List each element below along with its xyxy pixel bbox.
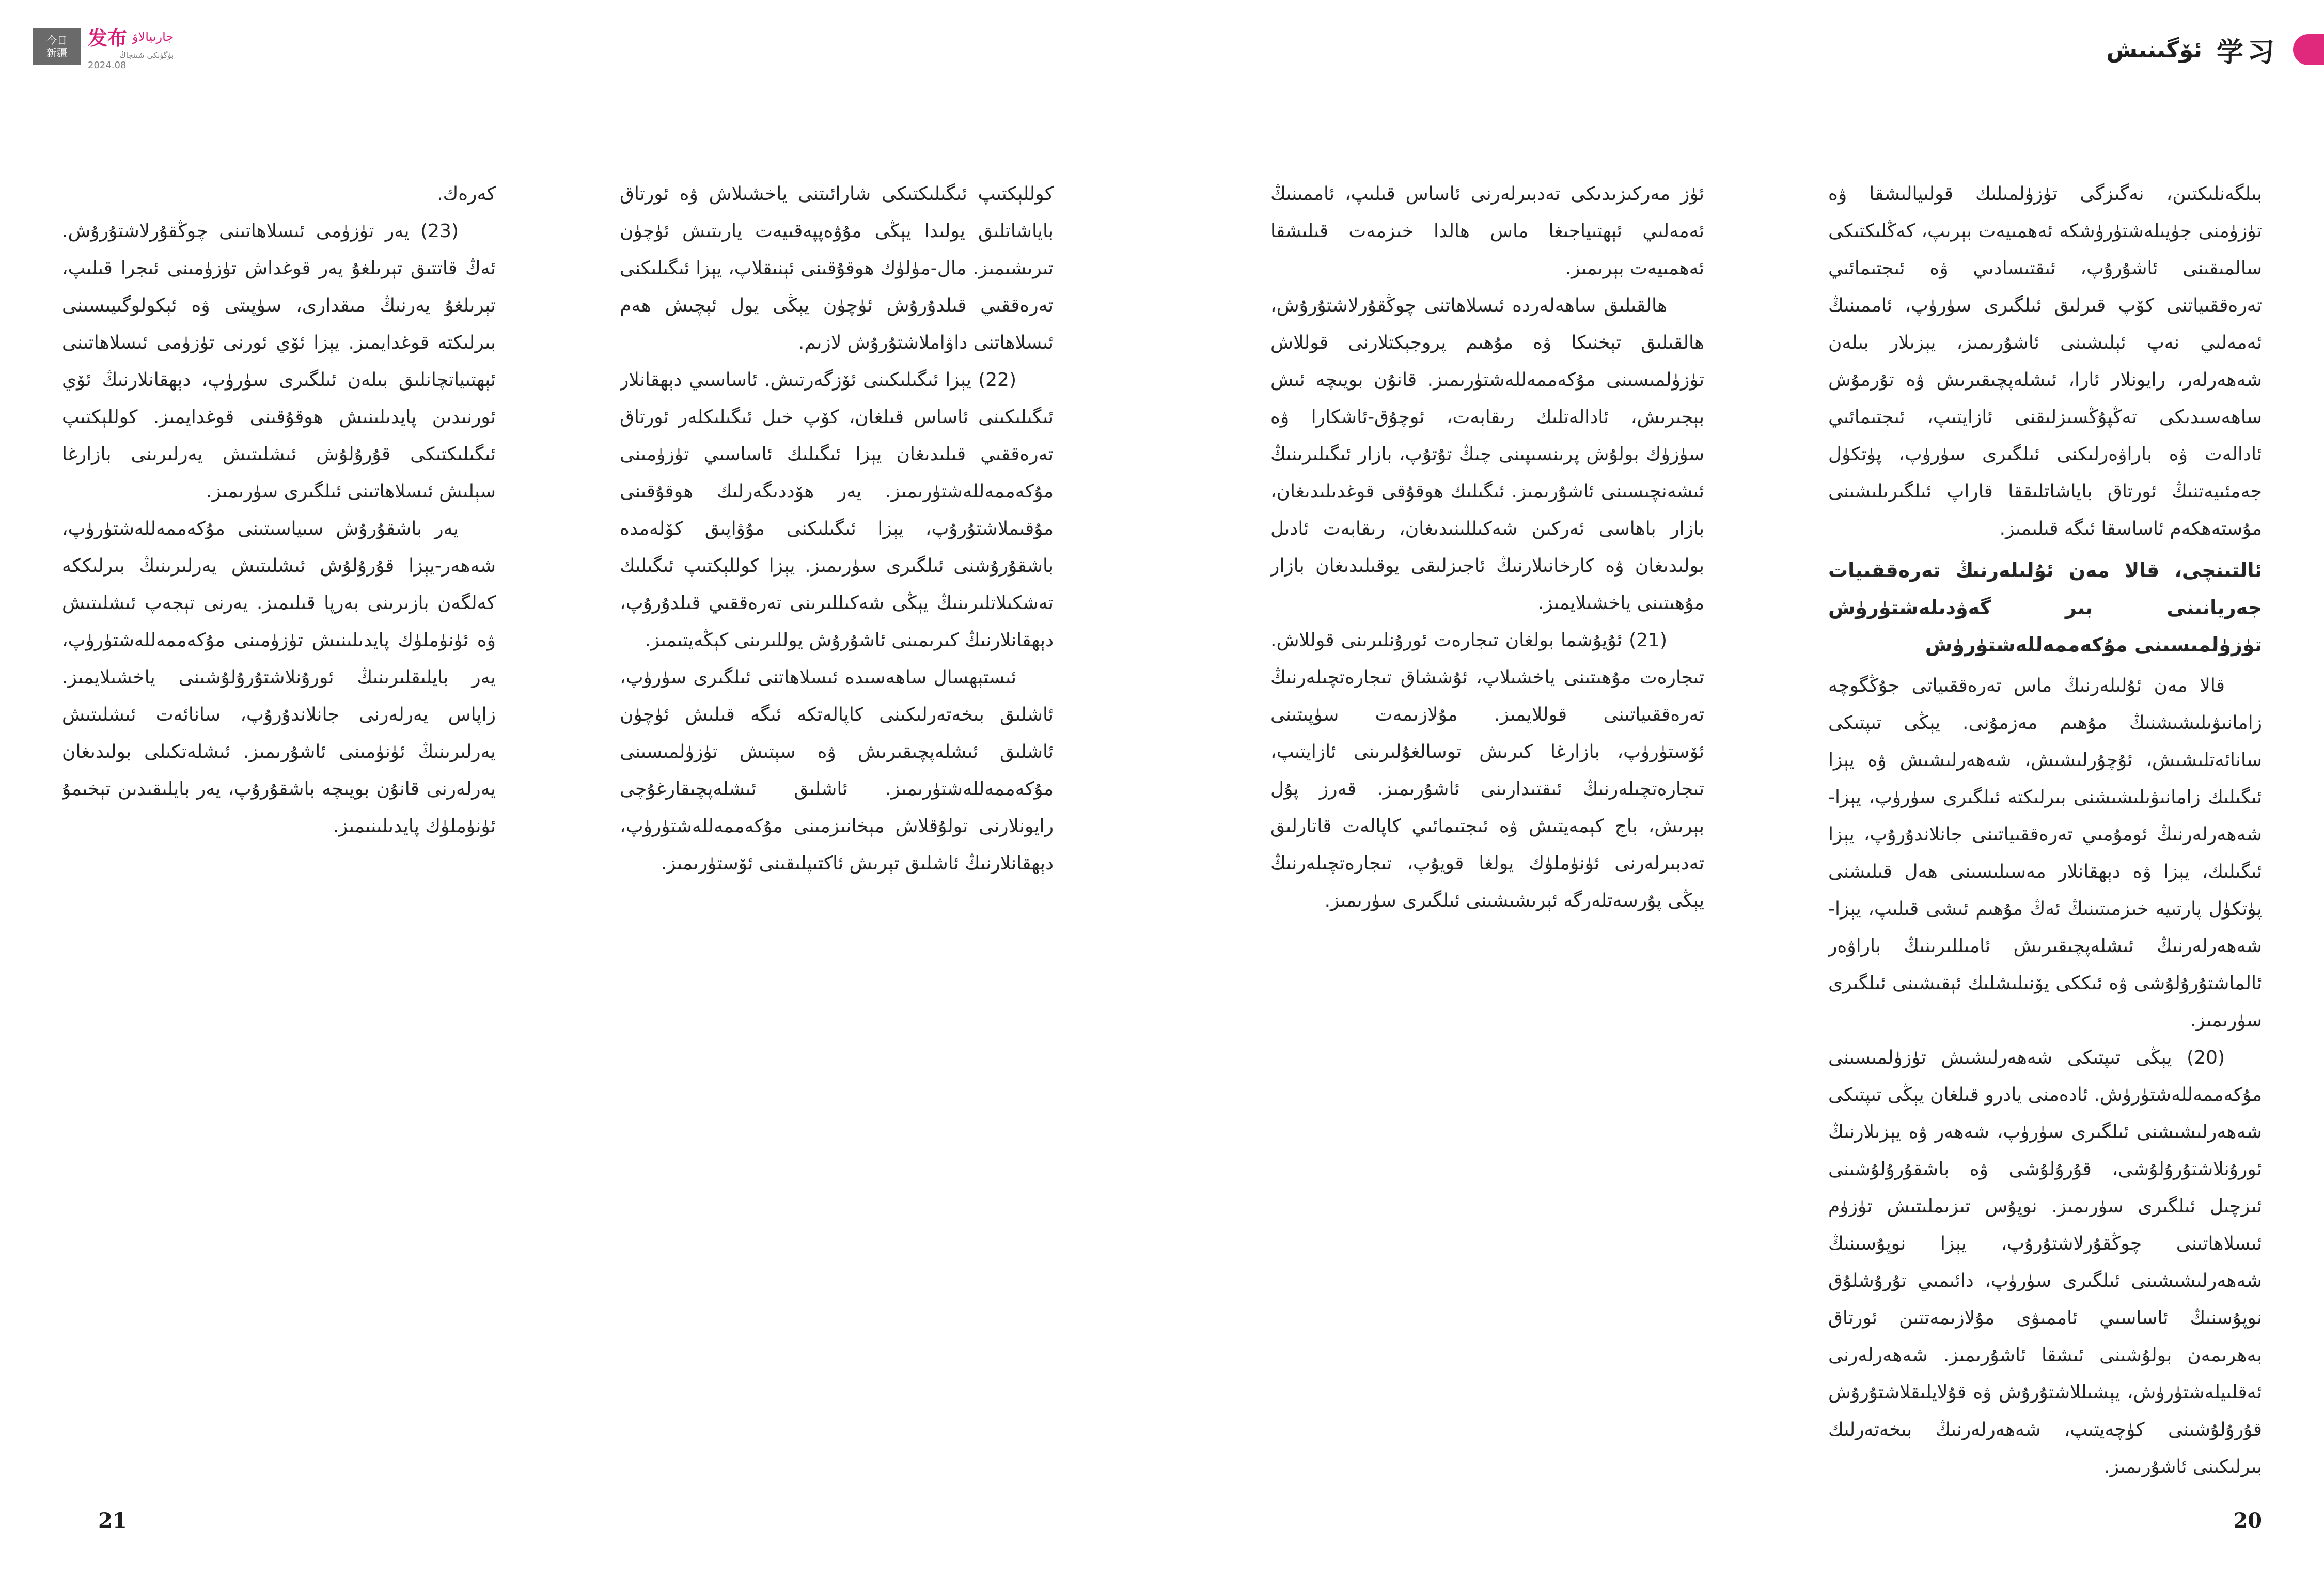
section-tab-marker — [2293, 34, 2324, 65]
paragraph: (22) يېزا ئىگىلىكىنى ئۆزگەرتىش. ئاساسىي دېھقانلار ئىگىلىكىنى ئاساس قىلغان، كۆپ خىل ئىگىلىكلەر ئورتاق تەرەققىي قىلىدىغان يېزا ئىگىلىك ئاساسىي تۈزۈمىنى مۇكەممەللەشتۈرىمىز. يەر ھۆددىگەرلىك ھوقۇقىنى مۇقىملاشتۇرۇپ، يېزا ئىگىلىكنى مۇۋاپىق كۆلەمدە باشقۇرۇشنى ئىلگىرى سۈرىمىز. يېزا كوللېكتىپ ئىگىلىك تەشكىلاتلىرىنىڭ يېڭى شەكىللىرىنى تەرەققىي قىلدۇرۇپ، دېھقانلارنىڭ كىرىمىنى ئاشۇرۇش يوللىرىنى كېڭەيتىمىز. — [620, 369, 1054, 651]
logo-line-1: 今日 — [46, 34, 67, 46]
page-number-right: 20 — [2233, 1508, 2262, 1533]
paragraph: (23) يەر تۈزۈمى ئىسلاھاتىنى چوڭقۇرلاشتۇرۇش. ئەڭ قاتتىق تېرىلغۇ يەر قوغداش تۈزۈمىنى ئىجرا قىلىپ، تېرىلغۇ يەرنىڭ مىقدارى، سۈپىتى ۋە ئېكولوگىيىسىنى بىرلىكتە قوغدايمىز. يېزا ئۆي ئورنى تۈزۈمى ئىسلاھاتىنى ئېھتىياتچانلىق بىلەن ئىلگىرى سۈرۈپ، دېھقانلارنىڭ ئۆي ئورنىدىن پايدىلىنىش ھوقۇقىنى قوغدايمىز. كوللېكتىپ ئىگىلىكتىكى قۇرۇلۇش ئىشلىتىش يەرلىرىنى بازارغا سېلىش ئىسلاھاتىنى ئىلگىرى سۈرىمىز. — [62, 221, 496, 502]
section-title-uyghur: ئۆگىنىش — [2106, 36, 2202, 63]
magazine-name-uyghur: جارىيالاۋ — [132, 29, 174, 44]
paragraph: كوللېكتىپ ئىگىلىكتىكى شارائىتنى ياخشىلاش ۋە ئورتاق باياشاتلىق يولىدا يېڭى مۇۋەپپەقىيەت يارىتىش ئۈچۈن تىرىشىمىز. مال-مۈلۈك ھوقۇقىنى ئېنىقلاپ، يېزا ئىگىلىكنى تەرەققىي قىلدۇرۇش ئۈچۈن يېڭى يول ئېچىش ھەم ئىسلاھاتنى داۋاملاشتۇرۇش لازىم. — [620, 183, 1054, 353]
paragraph: (21) ئۇيۇشما بولغان تىجارەت ئورۇنلىرىنى قوللاش. تىجارەت مۇھىتىنى ياخشىلاپ، ئۇششاق تىجارەتچىلەرنىڭ تەرەققىياتىنى قوللايمىز. مۇلازىمەت سۈپىتىنى ئۆستۈرۈپ، بازارغا كىرىش توسالغۇلىرىنى ئازايتىپ، تىجارەتچىلەرنىڭ ئىقتىدارىنى ئاشۇرىمىز. قەرز پۇل بېرىش، باج كېمەيتىش ۋە ئىجتىمائىي كاپالەت قاتارلىق تەدبىرلەرنى ئۈنۈملۈك يولغا قويۇپ، تىجارەتچىلەرنىڭ يېڭى پۇرسەتلەرگە ئېرىشىشىنى ئىلگىرى سۈرىمىز. — [1270, 630, 1704, 911]
section-header — [2106, 24, 2324, 75]
issue-date: 2024.08 — [88, 60, 127, 71]
paragraph: ئۈز مەركىزىدىكى تەدبىرلەرنى ئاساس قىلىپ، ئاممىنىڭ ئەمەلىي ئېھتىياجىغا ماس ھالدا خىزمەت قىلىشقا ئەھمىيەت بېرىمىز. — [1270, 183, 1704, 279]
magazine-name-block — [88, 22, 174, 71]
text-column-4 — [62, 176, 496, 1498]
logo-line-2: 新疆 — [46, 46, 67, 59]
section-title-chinese: 学习 — [2216, 36, 2279, 68]
paragraph: يەر باشقۇرۇش سىياسىتىنى مۇكەممەللەشتۈرۈپ، شەھەر-يېزا قۇرۇلۇش ئىشلىتىش يەرلىرىنىڭ بىرلىككە كەلگەن بازىرىنى بەرپا قىلىمىز. يەرنى تېجەپ ئىشلىتىش ۋە ئۈنۈملۈك پايدىلىنىش تۈزۈمىنى مۇكەممەللەشتۈرۈپ، يەر بايلىقلىرىنىڭ ئورۇنلاشتۇرۇلۇشىنى ياخشىلايمىز. زاپاس يەرلەرنى جانلاندۇرۇپ، سانائەت ئىشلىتىش يەرلىرىنىڭ ئۈنۈمىنى ئاشۇرىمىز. ئىشلەتكىلى بولىدىغان يەرلەرنى قانۇن بويىچە باشقۇرۇپ، يەر بايلىقىدىن تېخىمۇ ئۈنۈملۈك پايدىلىنىمىز. — [62, 518, 496, 837]
section-heading: ئالتىنچى، قالا مەن ئۇلىلەرنىڭ تەرەققىيات جەريانىنى بىر گەۋدىلەشتۈرۈش تۈزۈلمىسىنى مۇكەممەللەشتۈرۈش — [1828, 559, 2262, 656]
text-column-3 — [620, 176, 1054, 1498]
magazine-name-row — [88, 22, 174, 51]
paragraph: قالا مەن ئۇلىلەرنىڭ ماس تەرەققىياتى جۇڭگوچە زامانىۋىلىشىشنىڭ مۇھىم مەزمۇنى. يېڭى تىپتىكى سانائەتلىشىش، ئۇچۇرلىشىش، شەھەرلىشىش ۋە يېزا ئىگىلىك زامانىۋىلىشىشنى بىرلىكتە ئىلگىرى سۈرۈپ، يېزا-شەھەرلەرنىڭ ئومۇمىي تەرەققىياتىنى جانلاندۇرۇپ، يېزا ئىگىلىك، يېزا ۋە دېھقانلار مەسىلىسىنى ھەل قىلىشنى پۈتكۈل پارتىيە خىزمىتىنىڭ ئەڭ مۇھىم ئىشى قىلىپ، يېزا-شەھەرلەرنىڭ ئىشلەپچىقىرىش ئامىللىرىنىڭ باراۋەر ئالماشتۇرۇلۇشى ۋە ئىككى يۆنىلىشلىك ئېقىشىنى ئىلگىرى سۈرىمىز. — [1828, 675, 2262, 1031]
paragraph: ھالقىلىق ساھەلەردە ئىسلاھاتنى چوڭقۇرلاشتۇرۇش، ھالقىلىق تېخنىكا ۋە مۇھىم پروجېكتلارنى قوللاش تۈزۈلمىسىنى مۇكەممەللەشتۈرىمىز. قانۇن بويىچە ئىش بېجىرىش، ئادالەتلىك رىقابەت، ئوچۇق-ئاشكارا ۋە سۈزۈك بولۇش پرىنسىپىنى چىڭ تۇتۇپ، بازار ئىگىلىرىنىڭ ئىشەنچىسىنى ئاشۇرىمىز. ئىگىلىك ھوقۇقى قوغدىلىدىغان، بازار باھاسى ئەركىن شەكىللىنىدىغان، رىقابەت ئادىل بولىدىغان ۋە كارخانىلارنىڭ ئاجىزلىقى يوقىلىدىغان بازار مۇھىتىنى ياخشىلايمىز. — [1270, 295, 1704, 614]
logo-subtitle: بۈگۈنكى شىنجاڭ — [119, 51, 174, 60]
paragraph: (20) يېڭى تىپتىكى شەھەرلىشىش تۈزۈلمىسىنى مۇكەممەللەشتۈرۈش. ئادەمنى يادرو قىلغان يېڭى تىپتىكى شەھەرلىشىشنى ئىلگىرى سۈرۈپ، شەھەر ۋە يېزىلارنىڭ ئورۇنلاشتۇرۇلۇشى، قۇرۇلۇشى ۋە باشقۇرۇلۇشىنى ئىزچىل ئىلگىرى سۈرىمىز. نوپۇس تىزىملىتىش تۈزۈم ئىسلاھاتىنى چوڭقۇرلاشتۇرۇپ، يېزا نوپۇسىنىڭ شەھەرلىشىشىنى ئىلگىرى سۈرۈپ، دائىمىي تۇرۇشلۇق نوپۇسنىڭ ئاساسىي ئاممىۋى مۇلازىمەتتىن ئورتاق بەھرىمەن بولۇشىنى ئىشقا ئاشۇرىمىز. شەھەرلەرنى ئەقلىيلەشتۈرۈش، يېشىللاشتۇرۇش ۋە قۇلايلىقلاشتۇرۇش قۇرۇلۇشىنى كۈچەيتىپ، شەھەرلەرنىڭ بىخەتەرلىك بىرلىكىنى ئاشۇرىمىز. — [1828, 1047, 2262, 1477]
text-column-2 — [1270, 176, 1704, 1498]
paragraph: بىلگەنلىكتىن، نەگىزگى تۈزۈلمىلىك قولىيالىشقا ۋە تۈزۈمنى جۈيىلەشتۈرۈشكە ئەھمىيەت بېرىپ، كەڭلىكتىكى سالمىقىنى ئاشۇرۇپ، ئىقتىسادىي ۋە ئىجتىمائىي تەرەققىياتنى كۆپ قىرلىق ئىلگىرى سۈرۈپ، ئاممىنىڭ ئەمەلىي نەپ ئېلىشىنى ئاشۇرىمىز، يېزىلار بىلەن شەھەرلەر، رايونلار ئارا، ئىشلەپچىقىرىش ۋە تۇرمۇش ساھەسىدىكى تەڭپۇڭسىزلىقنى ئازايتىپ، ئىجتىمائىي ئادالەت ۋە باراۋەرلىكنى ئىلگىرى سۈرۈپ، پۈتكۈل جەمئىيەتنىڭ ئورتاق باياشاتلىققا قاراپ ئىلگىرىلىشىنى مۇستەھكەم ئاساسقا ئىگە قىلىمىز. — [1828, 183, 2262, 539]
magazine-name: 发布 — [88, 26, 128, 50]
magazine-logo — [33, 28, 81, 65]
paragraph: كەرەك. — [437, 183, 496, 205]
page-number-left: 21 — [98, 1508, 127, 1533]
paragraph: ئىستېھسال ساھەسىدە ئىسلاھاتنى ئىلگىرى سۈرۈپ، ئاشلىق بىخەتەرلىكىنى كاپالەتكە ئىگە قىلىش ئۈچۈن ئاشلىق ئىشلەپچىقىرىش ۋە سېتىش تۈزۈلمىسىنى مۇكەممەللەشتۈرىمىز. ئاشلىق ئىشلەپچىقارغۇچى رايونلارنى تولۇقلاش مېخانىزمىنى مۇكەممەللەشتۈرۈپ، دېھقانلارنىڭ ئاشلىق تېرىش ئاكتىپلىقىنى ئۆستۈرىمىز. — [620, 667, 1054, 874]
magazine-header — [33, 21, 174, 72]
text-column-1 — [1828, 176, 2262, 1498]
